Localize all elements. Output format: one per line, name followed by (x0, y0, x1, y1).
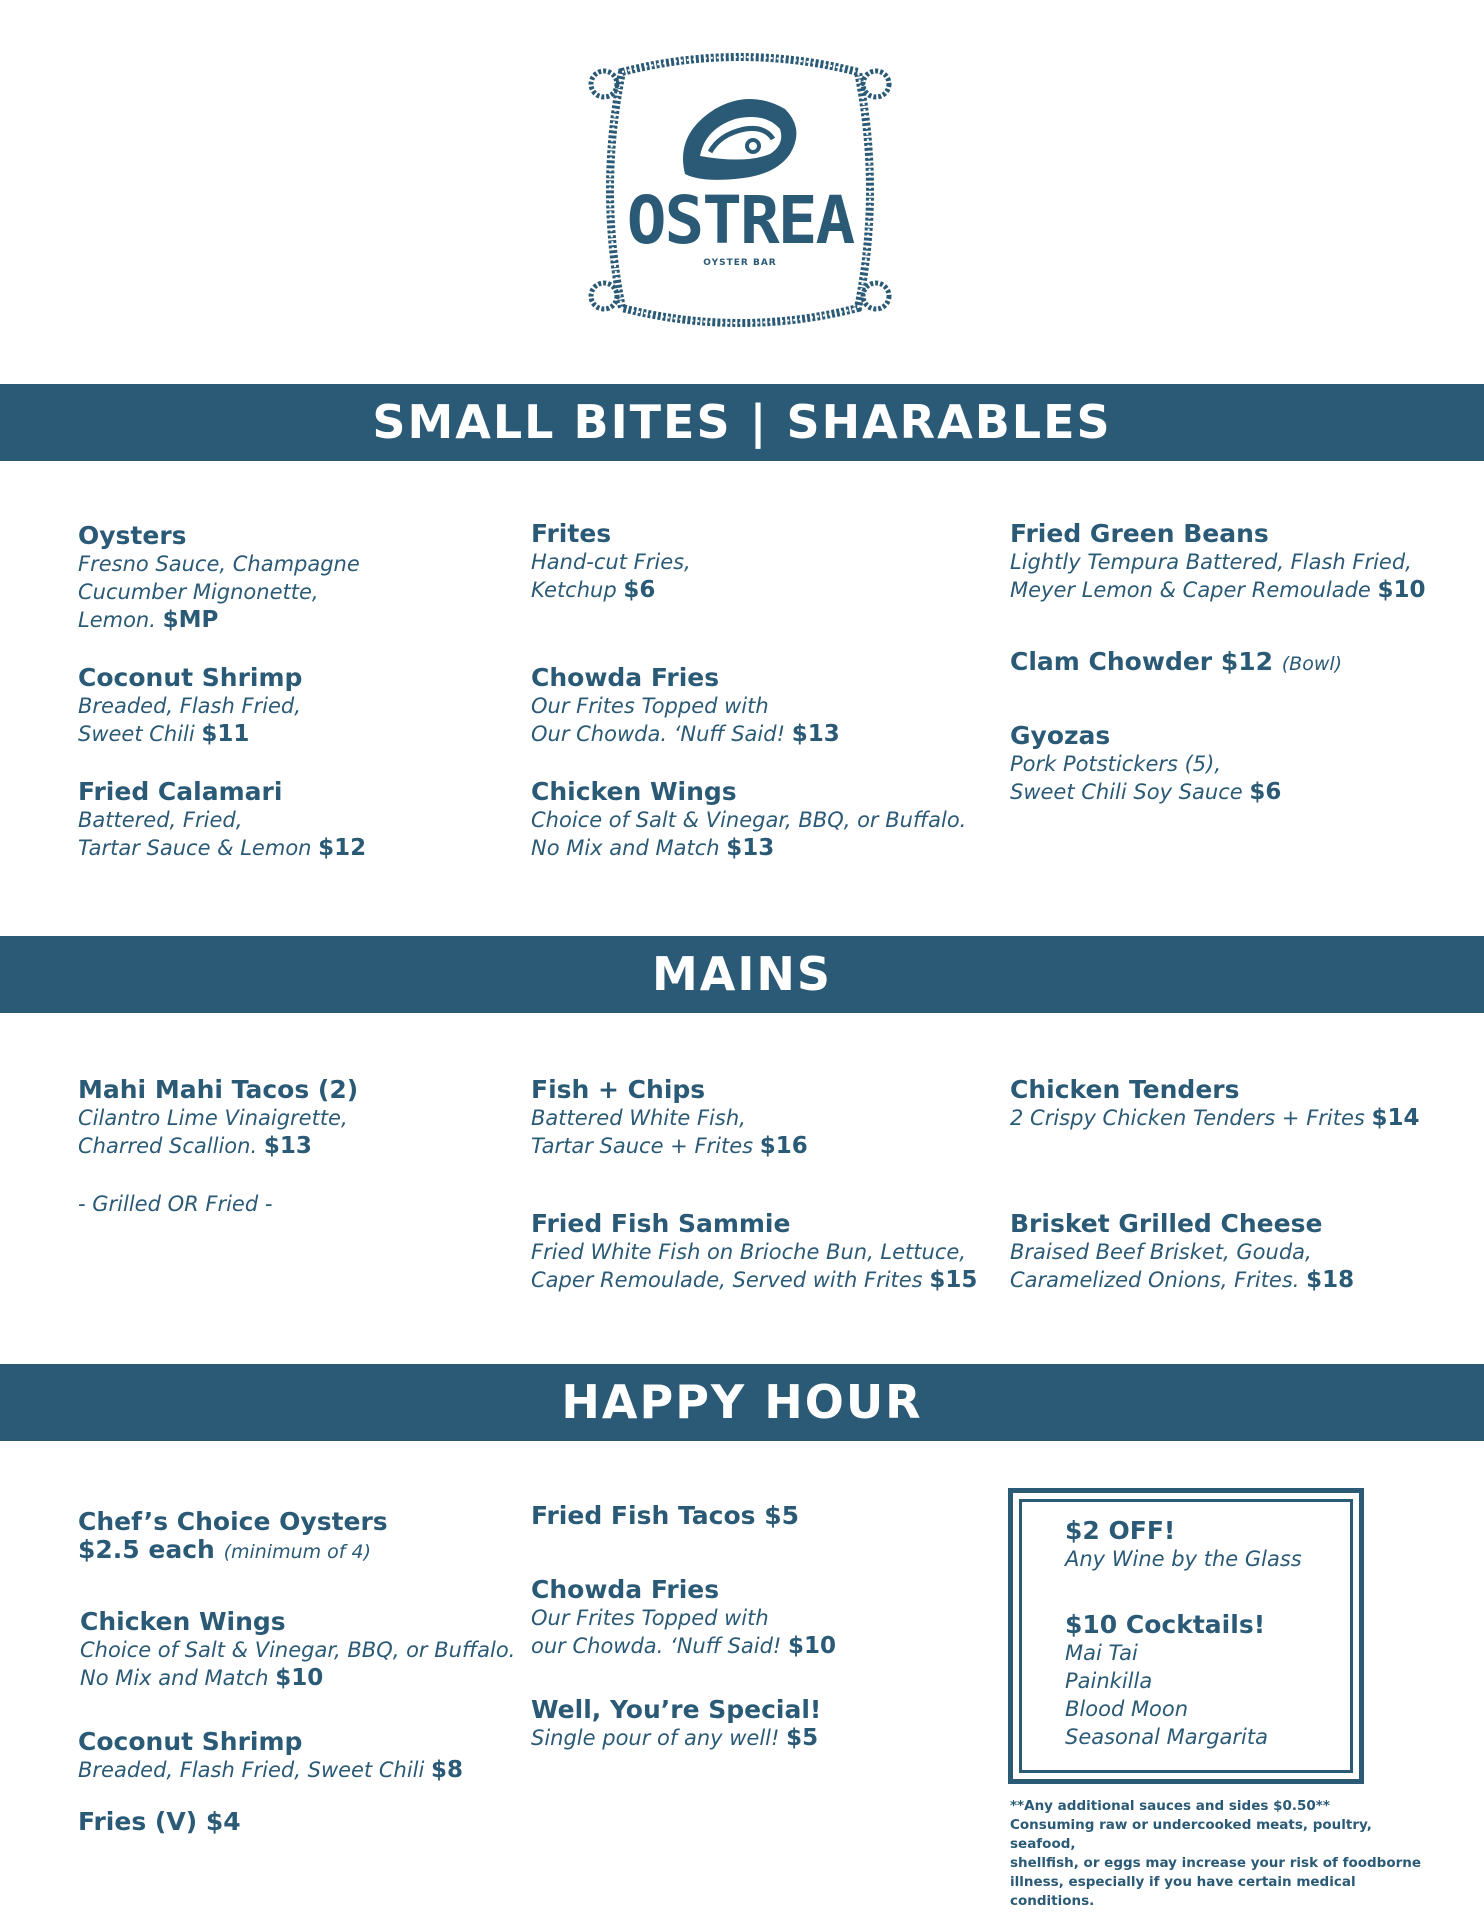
cocktail-item: Painkilla (1065, 1669, 1153, 1693)
section-header-happy-hour: HAPPY HOUR (0, 1364, 1484, 1441)
section-header-small-bites: SMALL BITES | SHARABLES (0, 384, 1484, 461)
menu-item-gyozas: Gyozas Pork Potstickers (5), Sweet Chili Soy Sauce $6 (1010, 721, 1282, 805)
oyster-icon (675, 94, 805, 184)
menu-item-fried-green-beans: Fried Green Beans Lightly Tempura Battered, Flash Fried, Meyer Lemon & Caper Remoulade $10 (1010, 519, 1426, 603)
cocktail-item: Mai Tai (1065, 1641, 1138, 1665)
menu-item-frites: Frites Hand-cut Fries, Ketchup $6 (531, 519, 691, 603)
menu-item-chowda-fries: Chowda Fries Our Frites Topped with Our Chowda. ‘Nuff Said! $13 (531, 663, 840, 747)
menu-item-brisket-grilled-cheese: Brisket Grilled Cheese Braised Beef Brisket, Gouda, Caramelized Onions, Frites. $18 (1010, 1209, 1355, 1293)
menu-item-fried-fish-sammie: Fried Fish Sammie Fried White Fish on Brioche Bun, Lettuce, Caper Remoulade, Served with Frites $15 (531, 1209, 978, 1293)
wine-special: $2 OFF! Any Wine by the Glass (1065, 1516, 1302, 1571)
menu-item-hh-chowda-fries: Chowda Fries Our Frites Topped with our Chowda. ‘Nuff Said! $10 (531, 1575, 837, 1659)
drink-specials-box (1008, 1488, 1364, 1784)
menu-item-hh-coconut-shrimp: Coconut Shrimp Breaded, Flash Fried, Sweet Chili $8 (78, 1727, 464, 1783)
menu-item-hh-fries: Fries (V) $4 (78, 1807, 241, 1836)
cocktail-item: Blood Moon (1065, 1697, 1189, 1721)
menu-item-chicken-tenders: Chicken Tenders 2 Crispy Chicken Tenders + Frites $14 (1010, 1075, 1420, 1131)
menu-item-fried-calamari: Fried Calamari Battered, Fried, Tartar Sauce & Lemon $12 (78, 777, 367, 861)
menu-item-clam-chowder: Clam Chowder $12 (Bowl) (1010, 647, 1343, 676)
menu-item-mahi-mahi-tacos: Mahi Mahi Tacos (2) Cilantro Lime Vinaigrette, Charred Scallion. $13 - Grilled OR Fried - (78, 1075, 359, 1216)
menu-item-hh-fried-fish-tacos: Fried Fish Tacos $5 (531, 1501, 800, 1530)
menu-item-hh-well-special: Well, You’re Special! Single pour of any well! $5 (531, 1695, 822, 1751)
cocktail-special: $10 Cocktails! Mai Tai Painkilla Blood Moon Seasonal Margarita (1065, 1610, 1268, 1749)
section-header-mains: MAINS (0, 936, 1484, 1013)
menu-item-oysters: Oysters Fresno Sauce, Champagne Cucumber Mignonette, Lemon. $MP (78, 521, 360, 633)
logo (582, 52, 898, 328)
menu-item-coconut-shrimp: Coconut Shrimp Breaded, Flash Fried, Sweet Chili $11 (78, 663, 303, 747)
logo-name: OSTREA (626, 182, 854, 259)
cocktail-item: Seasonal Margarita (1065, 1725, 1268, 1749)
footnote: **Any additional sauces and sides $0.50** Consuming raw or undercooked meats, poultry, seafood, shellfish, or eggs may increase your risk of foodborne illness, especially if you have certain medical conditions. (1010, 1798, 1422, 1909)
menu-item-hh-chicken-wings: Chicken Wings Choice of Salt & Vinegar, BBQ, or Buffalo. No Mix and Match $10 (80, 1607, 516, 1691)
logo-tagline: OYSTER BAR (703, 258, 777, 268)
menu-item-chefs-choice-oysters: Chef’s Choice Oysters $2.5 each (minimum of 4) (78, 1507, 388, 1564)
menu-item-fish-chips: Fish + Chips Battered White Fish, Tartar Sauce + Frites $16 (531, 1075, 808, 1159)
menu-item-chicken-wings: Chicken Wings Choice of Salt & Vinegar, BBQ, or Buffalo. No Mix and Match $13 (531, 777, 967, 861)
